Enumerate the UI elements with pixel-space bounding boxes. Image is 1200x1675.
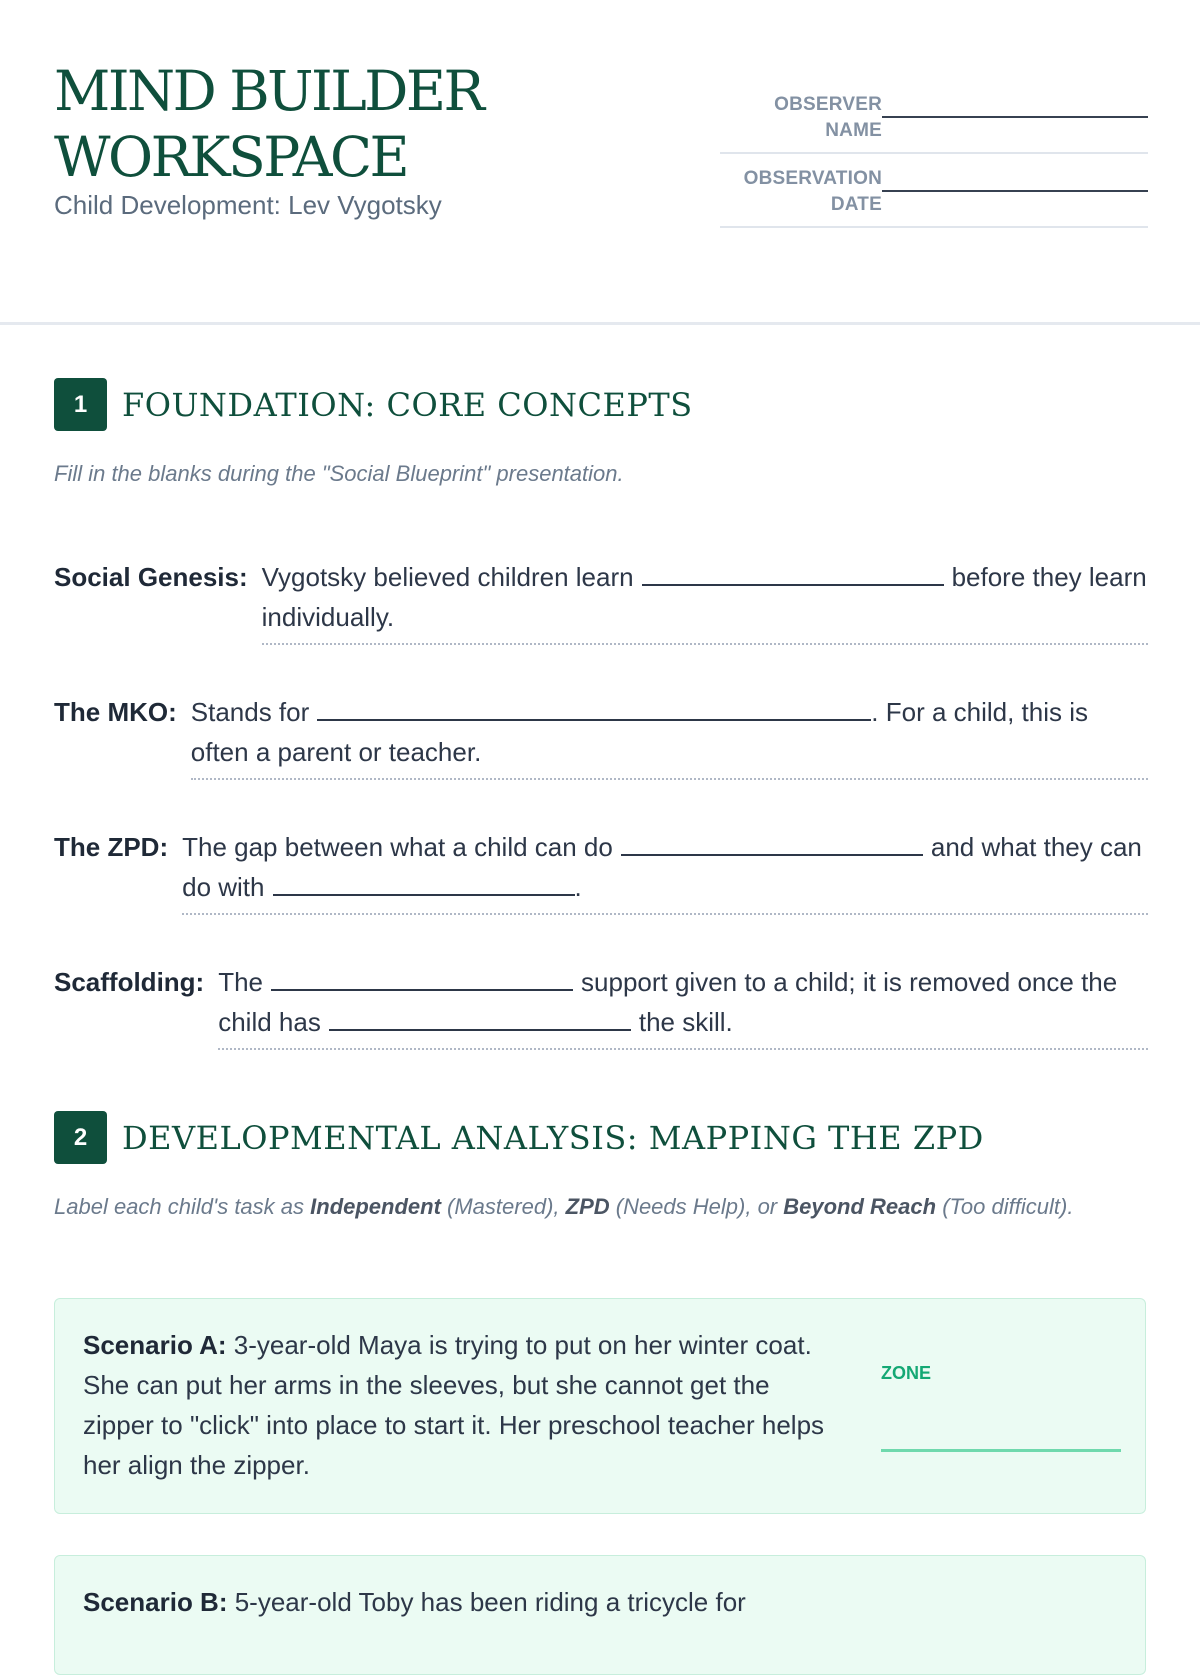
fill-item-text: The gap between what a child can do and what they can do with . xyxy=(182,827,1148,915)
section-1-number-badge: 1 xyxy=(54,378,107,431)
fill-item-text: Vygotsky believed children learn before they learn individually. xyxy=(262,557,1148,645)
fill-item-text: Stands for . For a child, this is often a parent or teacher. xyxy=(191,692,1148,780)
zone-answer-line[interactable] xyxy=(881,1449,1121,1452)
fill-item-mko xyxy=(54,692,1148,780)
section-1-title: FOUNDATION: CORE CONCEPTS xyxy=(122,385,693,424)
blank-line[interactable] xyxy=(329,1003,631,1031)
blank-line[interactable] xyxy=(317,693,871,721)
fill-item-zpd xyxy=(54,827,1148,915)
section-2-heading xyxy=(54,1111,984,1164)
fill-item-label: Social Genesis: xyxy=(54,562,248,592)
observer-name-line[interactable] xyxy=(882,115,1148,118)
worksheet-header xyxy=(0,0,1200,325)
blank-line[interactable] xyxy=(642,558,944,586)
observation-date-label: OBSERVATION DATE xyxy=(743,168,882,215)
scenario-text: Scenario A: 3-year-old Maya is trying to put on her winter coat. She can put her arms in the sleeves, but she cannot get the zipper to "click" into place to start it. Her preschool teacher helps her align the zipper. xyxy=(83,1330,825,1480)
fill-item-social-genesis xyxy=(54,557,1148,645)
observer-name-label: OBSERVER NAME xyxy=(774,94,882,141)
blank-line[interactable] xyxy=(621,828,923,856)
fill-item-text: The support given to a child; it is removed once the child has the skill. xyxy=(218,962,1148,1050)
observation-date-line[interactable] xyxy=(882,189,1148,192)
scenario-text: Scenario B: 5-year-old Toby has been riding a tricycle for xyxy=(83,1587,746,1617)
fill-item-scaffolding xyxy=(54,962,1148,1050)
title-line-2: WORKSPACE xyxy=(54,125,408,189)
section-1-instruction: Fill in the blanks during the "Social Blueprint" presentation. xyxy=(54,461,624,486)
section-2-title: DEVELOPMENTAL ANALYSIS: MAPPING THE ZPD xyxy=(122,1118,984,1157)
page-title xyxy=(54,58,482,190)
blank-line[interactable] xyxy=(273,868,575,896)
section-2-instruction: Label each child's task as Independent (Mastered), ZPD (Needs Help), or Beyond Reach (Too difficult). xyxy=(54,1194,1074,1219)
fill-item-label: The ZPD: xyxy=(54,832,169,862)
scenario-card-a xyxy=(54,1298,1146,1514)
observation-date-field[interactable] xyxy=(720,166,1148,228)
zone-label: ZONE xyxy=(881,1363,932,1383)
observer-name-field[interactable] xyxy=(720,92,1148,154)
section-2-number-badge: 2 xyxy=(54,1111,107,1164)
fill-item-label: The MKO: xyxy=(54,697,177,727)
scenario-card-b xyxy=(54,1555,1146,1675)
page-subtitle: Child Development: Lev Vygotsky xyxy=(54,190,442,220)
blank-line[interactable] xyxy=(271,963,573,991)
section-1-heading xyxy=(54,378,693,431)
title-line-1: MIND BUILDER xyxy=(54,59,483,123)
fill-item-label: Scaffolding: xyxy=(54,967,205,997)
